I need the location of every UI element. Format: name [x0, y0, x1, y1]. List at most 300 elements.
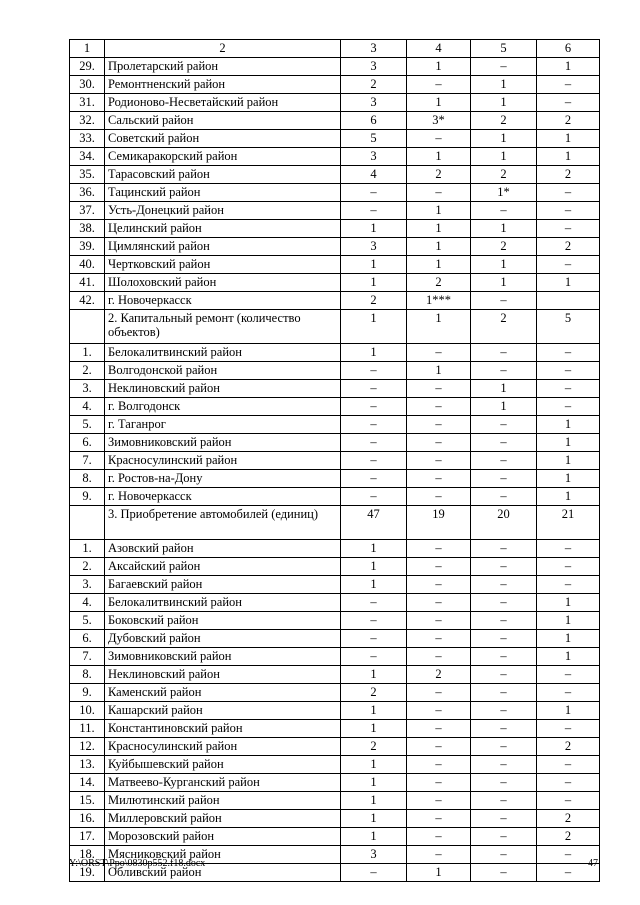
value-col-4: 1 — [407, 238, 471, 256]
row-name: Тацинский район — [105, 184, 341, 202]
row-name: Морозовский район — [105, 828, 341, 846]
table-row — [70, 292, 600, 310]
value-col-5: – — [471, 702, 537, 720]
value-col-4: 1 — [407, 202, 471, 220]
value-col-4: 1 — [407, 148, 471, 166]
value-col-5: – — [471, 864, 537, 882]
value-col-5: – — [471, 846, 537, 864]
row-name: Пролетарский район — [105, 58, 341, 76]
value-col-4: – — [407, 684, 471, 702]
value-col-6: 2 — [537, 738, 600, 756]
row-name: Зимовниковский район — [105, 648, 341, 666]
row-name: Азовский район — [105, 540, 341, 558]
value-col-4: – — [407, 344, 471, 362]
value-col-4: 1 — [407, 94, 471, 112]
table-row — [70, 828, 600, 846]
value-col-3: – — [341, 202, 407, 220]
value-col-3: 1 — [341, 792, 407, 810]
value-col-5: – — [471, 792, 537, 810]
value-col-3: – — [341, 630, 407, 648]
table-row — [70, 452, 600, 470]
value-col-6: 2 — [537, 238, 600, 256]
row-name: Красносулинский район — [105, 452, 341, 470]
value-col-3: 1 — [341, 774, 407, 792]
row-number: 41. — [70, 274, 105, 292]
table-row — [70, 684, 600, 702]
value-col-4: – — [407, 130, 471, 148]
value-col-5: 2 — [471, 238, 537, 256]
value-col-6: 1 — [537, 130, 600, 148]
value-col-6: 1 — [537, 416, 600, 434]
value-col-3: 1 — [341, 220, 407, 238]
value-col-6: 1 — [537, 148, 600, 166]
table-row — [70, 238, 600, 256]
value-col-4: 1 — [407, 362, 471, 380]
value-col-4: – — [407, 470, 471, 488]
row-number: 1. — [70, 344, 105, 362]
value-col-3: – — [341, 398, 407, 416]
value-col-3: 1 — [341, 540, 407, 558]
value-col-6: – — [537, 344, 600, 362]
value-col-3: – — [341, 380, 407, 398]
row-name: г. Новочеркасск — [105, 488, 341, 506]
value-col-4: 3* — [407, 112, 471, 130]
value-col-6: 1 — [537, 594, 600, 612]
header-cell: 6 — [537, 40, 600, 58]
table-row — [70, 166, 600, 184]
value-col-4: – — [407, 810, 471, 828]
row-number: 4. — [70, 398, 105, 416]
value-col-5: – — [471, 416, 537, 434]
value-col-6: – — [537, 202, 600, 220]
value-col-6: – — [537, 756, 600, 774]
value-col-5: 1 — [471, 274, 537, 292]
row-name: Кашарский район — [105, 702, 341, 720]
value-col-4: – — [407, 828, 471, 846]
row-name: Милютинский район — [105, 792, 341, 810]
value-col-3: 3 — [341, 238, 407, 256]
value-col-5: 1 — [471, 256, 537, 274]
row-number: 6. — [70, 630, 105, 648]
value-col-6: – — [537, 380, 600, 398]
value-col-5: – — [471, 576, 537, 594]
value-col-3: – — [341, 648, 407, 666]
table-row — [70, 630, 600, 648]
value-col-5: – — [471, 630, 537, 648]
row-name: Белокалитвинский район — [105, 594, 341, 612]
value-col-4: – — [407, 488, 471, 506]
value-col-5: 1 — [471, 220, 537, 238]
table-row — [70, 184, 600, 202]
row-name: Мясниковский район — [105, 846, 341, 864]
row-number: 33. — [70, 130, 105, 148]
data-table — [69, 39, 600, 882]
value-col-6: 2 — [537, 828, 600, 846]
row-name: г. Волгодонск — [105, 398, 341, 416]
table-row — [70, 720, 600, 738]
value-col-3: 2 — [341, 292, 407, 310]
value-col-4: 1 — [407, 310, 471, 344]
value-col-6: – — [537, 792, 600, 810]
row-name: Неклиновский район — [105, 666, 341, 684]
row-name: Советский район — [105, 130, 341, 148]
value-col-6: – — [537, 774, 600, 792]
value-col-6: 1 — [537, 612, 600, 630]
table-row — [70, 94, 600, 112]
value-col-5: 2 — [471, 310, 537, 344]
value-col-5: 1* — [471, 184, 537, 202]
table-row — [70, 76, 600, 94]
row-name: Константиновский район — [105, 720, 341, 738]
row-name: Каменский район — [105, 684, 341, 702]
table-row — [70, 202, 600, 220]
row-name: г. Таганрог — [105, 416, 341, 434]
value-col-3: 3 — [341, 94, 407, 112]
row-number: 32. — [70, 112, 105, 130]
row-name: Красносулинский район — [105, 738, 341, 756]
value-col-5: – — [471, 720, 537, 738]
value-col-4: – — [407, 594, 471, 612]
table-row — [70, 488, 600, 506]
value-col-5: – — [471, 648, 537, 666]
value-col-5: – — [471, 666, 537, 684]
value-col-3: 2 — [341, 738, 407, 756]
row-number: 2. — [70, 558, 105, 576]
value-col-3: 3 — [341, 148, 407, 166]
value-col-4: 19 — [407, 506, 471, 540]
row-number: 3. — [70, 380, 105, 398]
value-col-5: – — [471, 612, 537, 630]
table-row — [70, 416, 600, 434]
row-name: Ремонтненский район — [105, 76, 341, 94]
value-col-6: 2 — [537, 810, 600, 828]
value-col-3: 6 — [341, 112, 407, 130]
value-col-3: 3 — [341, 58, 407, 76]
value-col-6: – — [537, 864, 600, 882]
row-number: 8. — [70, 666, 105, 684]
value-col-4: – — [407, 76, 471, 94]
value-col-3: 1 — [341, 810, 407, 828]
table-row — [70, 774, 600, 792]
row-name: г. Новочеркасск — [105, 292, 341, 310]
row-number: 14. — [70, 774, 105, 792]
value-col-4: – — [407, 612, 471, 630]
row-name: Обливский район — [105, 864, 341, 882]
value-col-3: 2 — [341, 76, 407, 94]
value-col-3: 2 — [341, 684, 407, 702]
value-col-5: – — [471, 344, 537, 362]
row-name: 3. Приобретение автомобилей (единиц) — [105, 506, 341, 540]
value-col-4: – — [407, 774, 471, 792]
value-col-3: – — [341, 864, 407, 882]
row-number: 7. — [70, 452, 105, 470]
table-row — [70, 470, 600, 488]
row-name: Шолоховский район — [105, 274, 341, 292]
row-number: 30. — [70, 76, 105, 94]
table-row — [70, 362, 600, 380]
row-number: 9. — [70, 488, 105, 506]
header-cell: 2 — [105, 40, 341, 58]
value-col-6: 1 — [537, 488, 600, 506]
table-row — [70, 58, 600, 76]
value-col-6: 1 — [537, 630, 600, 648]
row-name: Миллеровский район — [105, 810, 341, 828]
header-cell: 3 — [341, 40, 407, 58]
value-col-3: – — [341, 470, 407, 488]
value-col-6: – — [537, 398, 600, 416]
value-col-5: – — [471, 810, 537, 828]
value-col-4: – — [407, 846, 471, 864]
table-row — [70, 612, 600, 630]
value-col-5: – — [471, 594, 537, 612]
value-col-6: 1 — [537, 434, 600, 452]
table-row — [70, 702, 600, 720]
header-cell: 5 — [471, 40, 537, 58]
row-name: Аксайский район — [105, 558, 341, 576]
row-number: 38. — [70, 220, 105, 238]
row-number: 31. — [70, 94, 105, 112]
table-row — [70, 810, 600, 828]
row-name: Волгодонской район — [105, 362, 341, 380]
value-col-5: – — [471, 738, 537, 756]
row-number: 13. — [70, 756, 105, 774]
value-col-5: – — [471, 558, 537, 576]
row-number: 37. — [70, 202, 105, 220]
value-col-5: – — [471, 202, 537, 220]
table-row — [70, 256, 600, 274]
row-number — [70, 506, 105, 540]
value-col-4: – — [407, 416, 471, 434]
footer-file-path: Y:\ORST\Ppo\0830p552.f18.docx — [69, 858, 206, 869]
value-col-4: – — [407, 630, 471, 648]
row-number — [70, 310, 105, 344]
row-name: Куйбышевский район — [105, 756, 341, 774]
value-col-4: – — [407, 184, 471, 202]
row-number: 7. — [70, 648, 105, 666]
value-col-4: – — [407, 452, 471, 470]
row-number: 35. — [70, 166, 105, 184]
value-col-4: – — [407, 702, 471, 720]
value-col-3: 1 — [341, 274, 407, 292]
value-col-3: – — [341, 488, 407, 506]
row-name: Неклиновский район — [105, 380, 341, 398]
table-row — [70, 648, 600, 666]
table-row — [70, 434, 600, 452]
value-col-6 — [537, 292, 600, 310]
value-col-6: 1 — [537, 274, 600, 292]
value-col-3: 1 — [341, 720, 407, 738]
value-col-4: 1 — [407, 58, 471, 76]
row-number: 12. — [70, 738, 105, 756]
row-number: 34. — [70, 148, 105, 166]
row-name: Сальский район — [105, 112, 341, 130]
row-name: Чертковский район — [105, 256, 341, 274]
value-col-6: – — [537, 362, 600, 380]
value-col-6: – — [537, 720, 600, 738]
row-number: 29. — [70, 58, 105, 76]
section-row — [70, 506, 600, 540]
value-col-5: 2 — [471, 112, 537, 130]
row-name: Белокалитвинский район — [105, 344, 341, 362]
value-col-6: 2 — [537, 166, 600, 184]
table-row — [70, 148, 600, 166]
value-col-3: 1 — [341, 702, 407, 720]
value-col-4: 1*** — [407, 292, 471, 310]
row-number: 36. — [70, 184, 105, 202]
table-row — [70, 344, 600, 362]
value-col-6: – — [537, 184, 600, 202]
value-col-6: 2 — [537, 112, 600, 130]
row-number: 4. — [70, 594, 105, 612]
table-row — [70, 792, 600, 810]
value-col-6: – — [537, 558, 600, 576]
row-number: 2. — [70, 362, 105, 380]
table-row — [70, 666, 600, 684]
value-col-3: 3 — [341, 846, 407, 864]
row-number: 8. — [70, 470, 105, 488]
table-row — [70, 112, 600, 130]
row-name: г. Ростов-на-Дону — [105, 470, 341, 488]
value-col-3: – — [341, 362, 407, 380]
value-col-5: – — [471, 774, 537, 792]
value-col-5: 1 — [471, 148, 537, 166]
row-number: 10. — [70, 702, 105, 720]
value-col-5: – — [471, 362, 537, 380]
table-row — [70, 130, 600, 148]
value-col-4: – — [407, 398, 471, 416]
header-cell: 1 — [70, 40, 105, 58]
row-name: Цимлянский район — [105, 238, 341, 256]
value-col-5: 1 — [471, 130, 537, 148]
value-col-5: 1 — [471, 380, 537, 398]
row-number: 6. — [70, 434, 105, 452]
row-number: 5. — [70, 612, 105, 630]
row-number: 40. — [70, 256, 105, 274]
row-number: 5. — [70, 416, 105, 434]
table-row — [70, 540, 600, 558]
value-col-3: – — [341, 452, 407, 470]
table-row — [70, 594, 600, 612]
value-col-6: – — [537, 256, 600, 274]
value-col-5: – — [471, 684, 537, 702]
value-col-4: – — [407, 576, 471, 594]
value-col-4: – — [407, 738, 471, 756]
value-col-4: – — [407, 380, 471, 398]
row-name: Дубовский район — [105, 630, 341, 648]
value-col-4: – — [407, 756, 471, 774]
value-col-5: – — [471, 488, 537, 506]
value-col-3: 1 — [341, 256, 407, 274]
row-name: Целинский район — [105, 220, 341, 238]
value-col-5: 1 — [471, 94, 537, 112]
value-col-3: 1 — [341, 558, 407, 576]
row-number: 1. — [70, 540, 105, 558]
table-body — [70, 40, 600, 882]
value-col-6: – — [537, 94, 600, 112]
value-col-4: – — [407, 434, 471, 452]
row-number: 17. — [70, 828, 105, 846]
row-number: 16. — [70, 810, 105, 828]
row-number: 42. — [70, 292, 105, 310]
row-number: 9. — [70, 684, 105, 702]
value-col-3: – — [341, 416, 407, 434]
value-col-5: 1 — [471, 76, 537, 94]
table-row — [70, 220, 600, 238]
value-col-5: – — [471, 540, 537, 558]
table-row — [70, 558, 600, 576]
header-row — [70, 40, 600, 58]
value-col-3: 5 — [341, 130, 407, 148]
row-number: 3. — [70, 576, 105, 594]
value-col-5: 20 — [471, 506, 537, 540]
value-col-3: 1 — [341, 576, 407, 594]
value-col-5: – — [471, 452, 537, 470]
footer-page-number: 47 — [588, 858, 598, 869]
value-col-4: – — [407, 648, 471, 666]
value-col-3: 1 — [341, 666, 407, 684]
value-col-6: 1 — [537, 452, 600, 470]
value-col-4: – — [407, 720, 471, 738]
table-row — [70, 398, 600, 416]
value-col-5: – — [471, 756, 537, 774]
value-col-6: – — [537, 576, 600, 594]
value-col-5: – — [471, 58, 537, 76]
value-col-5: – — [471, 828, 537, 846]
table-row — [70, 738, 600, 756]
section-row — [70, 310, 600, 344]
value-col-5: 1 — [471, 398, 537, 416]
value-col-6: – — [537, 220, 600, 238]
value-col-4: – — [407, 540, 471, 558]
row-name: Тарасовский район — [105, 166, 341, 184]
table-row — [70, 576, 600, 594]
value-col-4: 1 — [407, 864, 471, 882]
value-col-3: 1 — [341, 344, 407, 362]
row-name: Усть-Донецкий район — [105, 202, 341, 220]
table-row — [70, 756, 600, 774]
value-col-4: – — [407, 558, 471, 576]
value-col-6: – — [537, 666, 600, 684]
row-name: Матвеево-Курганский район — [105, 774, 341, 792]
value-col-6: 1 — [537, 470, 600, 488]
header-cell: 4 — [407, 40, 471, 58]
value-col-4: 2 — [407, 666, 471, 684]
value-col-6: 21 — [537, 506, 600, 540]
value-col-5: 2 — [471, 166, 537, 184]
value-col-4: – — [407, 792, 471, 810]
value-col-6: – — [537, 846, 600, 864]
value-col-4: 2 — [407, 274, 471, 292]
value-col-3: 1 — [341, 828, 407, 846]
value-col-3: – — [341, 184, 407, 202]
row-name: Семикаракорский район — [105, 148, 341, 166]
value-col-3: 47 — [341, 506, 407, 540]
row-number: 15. — [70, 792, 105, 810]
value-col-5: – — [471, 470, 537, 488]
value-col-6: 5 — [537, 310, 600, 344]
value-col-6: 1 — [537, 648, 600, 666]
value-col-6: 1 — [537, 702, 600, 720]
value-col-3: – — [341, 434, 407, 452]
row-number: 11. — [70, 720, 105, 738]
row-name: Зимовниковский район — [105, 434, 341, 452]
table-row — [70, 380, 600, 398]
value-col-4: 2 — [407, 166, 471, 184]
value-col-6: 1 — [537, 58, 600, 76]
value-col-5: – — [471, 434, 537, 452]
value-col-3: – — [341, 594, 407, 612]
value-col-3: – — [341, 612, 407, 630]
